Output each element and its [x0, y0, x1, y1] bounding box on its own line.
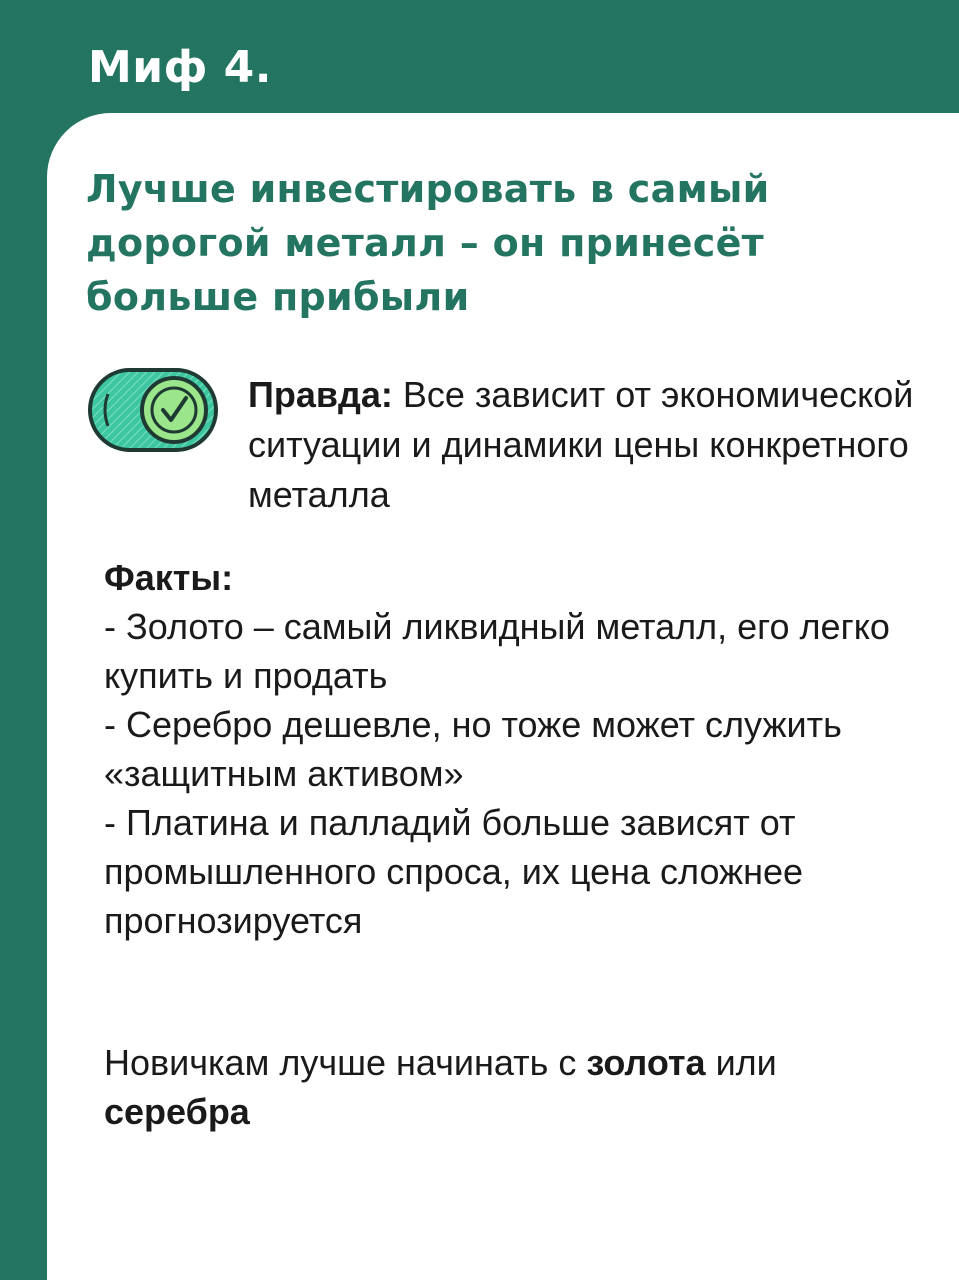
advice-middle: или: [705, 1042, 777, 1083]
fact-item: - Золото – самый ликвидный металл, его легко купить и продать: [104, 606, 890, 696]
advice-block: [104, 1038, 924, 1136]
myth-statement: Лучше инвестировать в самый дорогой металл – он принесёт больше прибыли: [86, 167, 770, 319]
advice-metal-silver: серебра: [104, 1091, 250, 1132]
fact-item: - Серебро дешевле, но тоже может служить «защитным активом»: [104, 704, 842, 794]
truth-label: Правда:: [248, 374, 393, 415]
check-toggle-icon: [86, 364, 220, 456]
header-title: Миф 4.: [88, 42, 272, 93]
facts-block: [104, 553, 944, 945]
truth-text: Все зависит от экономической ситуации и динамики цены конкретного металла: [248, 374, 914, 515]
truth-block: [248, 370, 948, 520]
advice-prefix: Новичкам лучше начинать с: [104, 1042, 587, 1083]
advice-metal-gold: золота: [586, 1042, 706, 1083]
facts-title: Факты:: [104, 557, 234, 598]
fact-item: - Платина и палладий больше зависят от промышленного спроса, их цена сложнее прогнозируется: [104, 802, 804, 941]
